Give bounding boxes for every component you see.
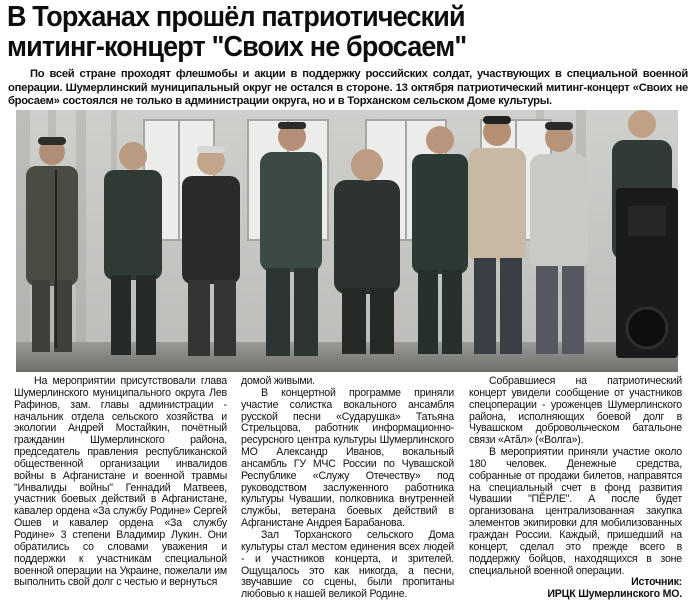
source-name: ИРЦК Шумерлинского МО.	[547, 588, 682, 601]
article-column-1	[14, 376, 227, 589]
headline-line-1: В Торханах прошёл патриотический	[7, 1, 465, 33]
paragraph-hall: Зал Торханского сельского Дома культуры стал местом единения всех людей - и участников концерта, и зрителей. Ощущалось это как никогда, а песни, звучавшие со сцены, были пропитаны любовью к нашей великой Родине.	[241, 528, 454, 601]
paragraph-funds: В мероприятии приняли участие около 180 человек. Денежные средства, собранные от продажи билетов, направятся на специальный счет в фонд развития Чувашии "ПĔРЛЕ". А после будет организована централизованная закупка элементов экипировки для мобилизованных граждан России. Каждый, пришедший на концерт, сделал это прежде всего в поддержку бойцов, находящихся в зоне специальной военной операции.	[469, 446, 682, 577]
paragraph-continuation: домой живыми.	[241, 375, 315, 387]
article-photo	[16, 110, 678, 372]
paragraph-program: В концертной программе приняли участие солистка вокального ансамбля русской песни «Сударушка» Татьяна Стрельцова, работник информационно-ресурсного центра культуры Шумерлинского МО Александр Иванов, вокальный ансамбль ГУ МЧС России по Чувашской Республике «Служу Отечеству» под руководством заслуженного работника культуры Чувашии, полковника внутренней службы, ветерана боевых действий в Афганистане Андрея Барабанова.	[241, 386, 454, 530]
article-headline	[7, 2, 639, 62]
article-column-3	[469, 376, 682, 601]
article-column-2	[241, 376, 454, 601]
source-label: Источник:	[631, 576, 682, 589]
stage-photo-drawing	[16, 110, 678, 372]
article-body	[14, 376, 682, 606]
article-lead: По всей стране проходят флешмобы и акции в поддержку российских солдат, участвующих в специальной военной операции. Шумерлинский муниципальный округ не остался в стороне. 13 октября патриотический митинг-концерт «Своих не бросаем» состоялся не только в администрации округа, но и в Торханском сельском Доме культуры.	[8, 68, 688, 107]
paragraph-message: Собравшиеся на патриотический концерт увидели сообщение от участников спецоперации - уроженцев Шумерлинского района, исполняющих боевой долг в Чувашском добровольческом батальоне связи «Атӑл» («Волга»).	[469, 375, 682, 447]
paragraph-guests: На мероприятии присутствовали глава Шумерлинского муниципального округа Лев Рафинов, зам. главы администрации - начальник отдела сельского хозяйства и экологии Андрей Мостайкин, почётный гражданин Шумерлинского района, председатель правления республиканской общественной организации инвалидов войны в Афганистане и военной травмы "Инвалиды войны" Геннадий Матвеев, участник боевых действий в Афганистане, кавалер ордена «За службу Родине» Сергей Ошев и кавалер ордена «За службу Родине» 3 степени Владимир Лукин. Они обратились со словами уважения и поддержки к участникам специальной военной операции на Украине, пожелали им выполнить свой долг с честью и вернуться	[14, 375, 227, 589]
loudspeaker	[616, 188, 678, 358]
headline-line-2: митинг-концерт "Своих не бросаем"	[7, 31, 467, 63]
